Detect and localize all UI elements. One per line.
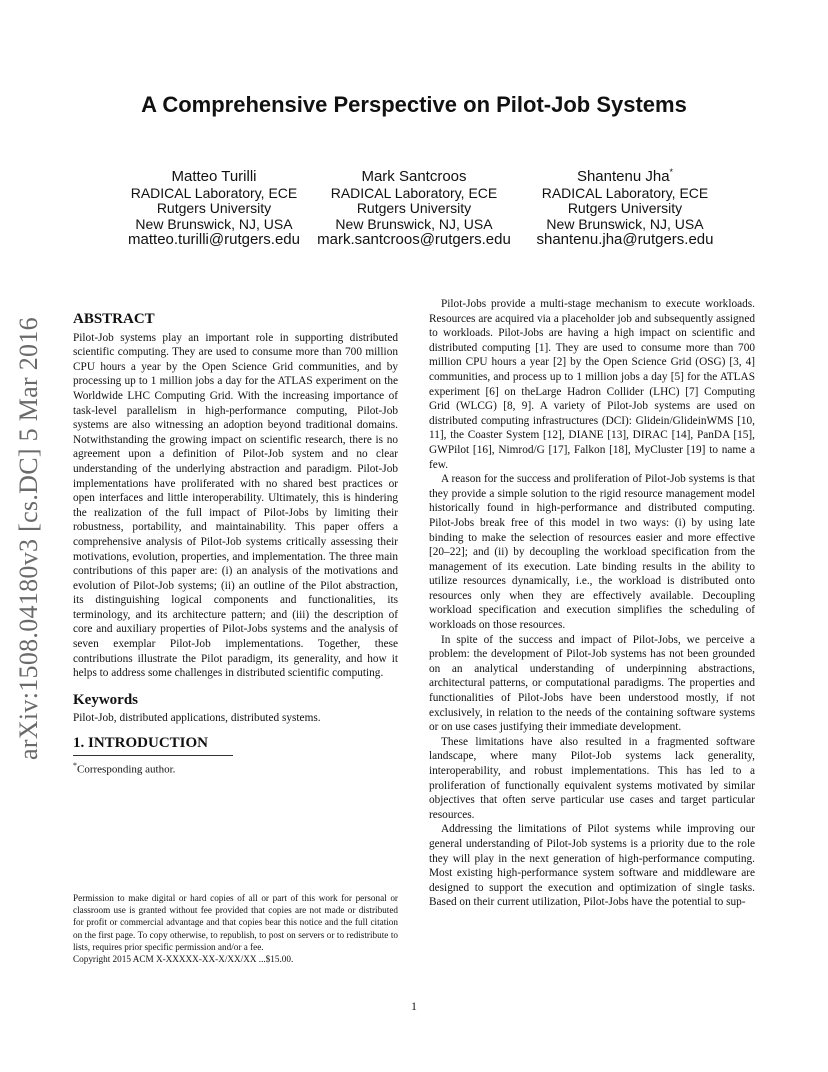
- intro-paragraph: In spite of the success and impact of Pilot-Jobs, we perceive a problem: the development of Pilot-Job systems has not been grounded on an analytical understanding of underpinning abstractions, architectural patterns, or computational paradigms. The properties and functionalities of Pilot-Jobs have been understood mostly, if not exclusively, in relation to the needs of the containing software systems or on use cases justifying their immediate development.: [429, 633, 755, 734]
- introduction-heading: 1. INTRODUCTION: [73, 735, 209, 752]
- footnote-divider: [73, 755, 233, 756]
- author-name: Shantenu Jha*: [576, 167, 674, 185]
- author-location: New Brunswick, NJ, USA: [335, 215, 493, 232]
- keywords-text: Pilot-Job, distributed applications, distributed systems.: [73, 712, 321, 725]
- paper-title: A Comprehensive Perspective on Pilot-Job Systems: [141, 92, 687, 117]
- intro-paragraph: A reason for the success and proliferation of Pilot-Job systems is that they provide a simple solution to the rigid resource management model historically found in high-performance and distributed computing. Pilot-Jobs break free of this model in two ways: (i) by using late binding to make the selection of resources easier and more effective [20–22]; and (ii) by decoupling the workload specification from the management of its execution. Late binding results in the ability to utilize resources dynamically, i.e., the workload is distributed onto resources only when they are effectively available. Decoupling workload specification and execution simplifies the scheduling of workloads on those resources.: [429, 473, 755, 632]
- author-location: New Brunswick, NJ, USA: [546, 215, 704, 232]
- permission-text: Permission to make digital or hard copies of all or part of this work for personal or classroom use is granted without fee provided that copies are not made or distributed for profit or commercial advantage and that copies bear this notice and the full citation on the first page. To copy otherwise, to republish, to post on servers or to redistribute to lists, requires prior specific permission and/or a fee.: [73, 893, 398, 952]
- author-email: mark.santcroos@rutgers.edu: [317, 231, 511, 248]
- author-university: Rutgers University: [156, 200, 272, 216]
- author-affiliation: RADICAL Laboratory, ECE: [330, 184, 498, 201]
- right-column: [429, 297, 755, 910]
- abstract-text: Pilot-Job systems play an important role in supporting distributed scientific computing. They are used to consume more than 700 million CPU hours a year by the Open Science Grid communities, and by processing up to 1 million jobs a day for the ATLAS experiment on the Worldwide LHC Computing Grid. With the increasing importance of task-level parallelism in high-performance computing, Pilot-Job systems are also witnessing an adoption beyond traditional domains. Notwithstanding the growing impact on scientific research, there is no agreement upon a definition of Pilot-Job system and no clear understanding of the underlying abstraction and paradigm. Pilot-Job implementations have proliferated with no shared best practices or open interfaces and little interoperability. Ultimately, this is hindering the realization of the full impact of Pilot-Jobs by limiting their robustness, portability, and maintainability. This paper offers a comprehensive analysis of Pilot-Job systems critically assessing their motivations, evolution, properties, and implementation. The three main contributions of this paper are: (i) an analysis of the motivations and evolution of Pilot-Job systems; (ii) an outline of the Pilot abstraction, its distinguishing logical components and functionalities, its terminology, and its architecture pattern; and (iii) the description of core and auxiliary properties of Pilot-Jobs systems and the analysis of seven exemplar Pilot-Job implementations. Together, these contributions illustrate the Pilot paradigm, its generality, and how it helps to address some challenges in distributed scientific computing.: [73, 331, 398, 680]
- author-email: matteo.turilli@rutgers.edu: [128, 231, 300, 248]
- intro-paragraph: These limitations have also resulted in a fragmented software landscape, where many Pilot-Job systems lack generality, interoperability, and robust implementations. This has led to a proliferation of functionally equivalent systems motivated by similar objectives that often serve particular use cases and target particular resources.: [429, 735, 755, 821]
- author-affiliation: RADICAL Laboratory, ECE: [130, 184, 298, 201]
- intro-paragraph: Addressing the limitations of Pilot systems while improving our general understanding of Pilot-Job systems is a priority due to the role they will play in the next generation of high-performance computing. Most existing high-performance system software and middleware are designed to support the execution and optimization of single tasks. Based on their current utilization, Pilot-Jobs have the potential to sup-: [429, 823, 755, 909]
- abstract-heading: ABSTRACT: [73, 311, 155, 327]
- copyright-line: Copyright 2015 ACM X-XXXXX-XX-X/XX/XX ...$15.00.: [73, 954, 294, 965]
- left-column: [73, 312, 398, 777]
- footnote: *Corresponding author.: [73, 760, 176, 776]
- author-email: shantenu.jha@rutgers.edu: [536, 231, 714, 248]
- arxiv-identifier-stamp: arXiv:1508.04180v3 [cs.DC] 5 Mar 2016: [14, 317, 43, 760]
- permission-notice: [73, 892, 398, 965]
- author-block-jha: [505, 165, 745, 248]
- keywords-heading: Keywords: [73, 691, 138, 708]
- author-university: Rutgers University: [567, 200, 683, 216]
- author-name: Matteo Turilli: [171, 168, 257, 185]
- author-block-santcroos: [294, 165, 534, 248]
- intro-paragraph: Pilot-Jobs provide a multi-stage mechanism to execute workloads. Resources are acquired via a placeholder job and subsequently assigned to workloads. Pilot-Jobs are having a high impact on scientific and distributed computing [1]. They are used to consume more than 700 million CPU hours a year [2] by the Open Science Grid (OSG) [3, 4] communities, and process up to 1 million jobs a day [5] for the ATLAS experiment [6] on theLarge Hadron Collider (LHC) [7] Computing Grid (WLCG) [8, 9]. A variety of Pilot-Job systems are used on distributed computing infrastructures (DCI): Glidein/GlideinWMS [10, 11], the Coaster System [12], DIANE [13], DIRAC [14], PanDA [15], GWPilot [16], Nimrod/G [17], Falkon [18], MyCluster [19] to name a few.: [429, 298, 755, 471]
- author-university: Rutgers University: [356, 200, 472, 216]
- author-location: New Brunswick, NJ, USA: [135, 215, 293, 232]
- author-name: Mark Santcroos: [361, 168, 467, 185]
- author-affiliation: RADICAL Laboratory, ECE: [541, 184, 709, 201]
- page-number: 1: [411, 1001, 417, 1013]
